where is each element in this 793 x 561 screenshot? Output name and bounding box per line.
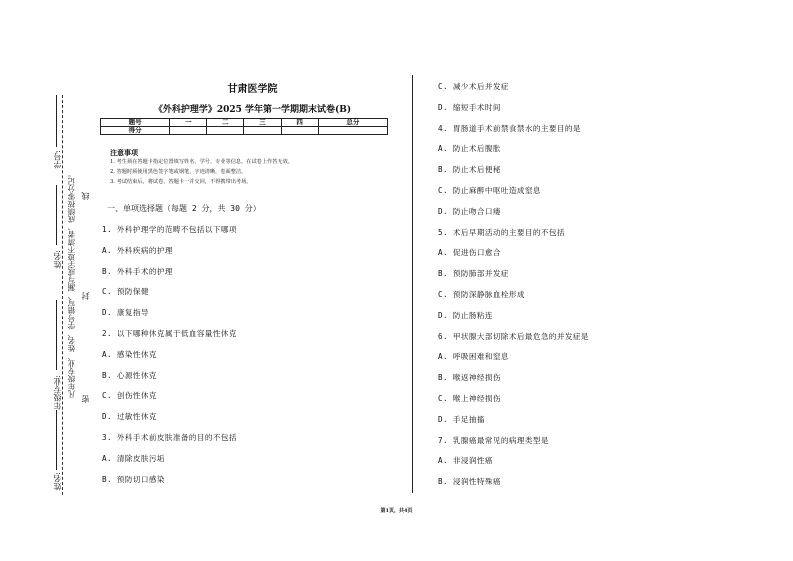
question-line: 6. 甲状腺大部切除术后最危急的并发症是 [438, 332, 589, 341]
question-line: D. 手足抽搐 [438, 415, 485, 424]
question-line: A. 感染性休克 [102, 350, 157, 359]
class-field-line [56, 410, 57, 470]
question-line: D. 过敏性休克 [102, 412, 157, 421]
question-line: B. 外科手术的护理 [102, 267, 173, 276]
question-line: C. 减少术后并发症 [438, 82, 509, 91]
question-line: C. 防止麻醉中呕吐造成窒息 [438, 186, 541, 195]
notice-item: 1. 考生须在答题卡指定位置填写姓名、学号、专业等信息，在试卷上作答无效。 [110, 159, 293, 165]
question-line: D. 防止吻合口瘘 [438, 207, 501, 216]
school-name: 甘肃医学院 [227, 84, 278, 95]
question-line: A. 外科疾病的护理 [102, 246, 173, 255]
column-divider [412, 75, 413, 493]
major-field-line [56, 300, 57, 370]
student-id-field-line [56, 95, 57, 147]
seal-char-feng: 封 [81, 292, 90, 300]
question-line: B. 防止术后便秘 [438, 165, 501, 174]
question-line: D. 康复指导 [102, 308, 149, 317]
section-heading: 一、单项选择题（每题 2 分，共 30 分） [107, 204, 261, 213]
question-line: B. 预防肺部并发症 [438, 269, 509, 278]
score-cell [207, 127, 244, 135]
score-cell: 三 [244, 119, 281, 127]
question-line: C. 预防深静脉血栓形成 [438, 290, 525, 299]
question-line: B. 浸润性特殊癌 [438, 477, 501, 486]
question-line: A. 非浸润性癌 [438, 456, 493, 465]
score-table-score-row [101, 127, 388, 135]
score-cell [281, 127, 318, 135]
class-label: 姓名: [53, 472, 62, 491]
question-line: 2. 以下哪种休克属于低血容量性休克 [102, 329, 237, 338]
question-line: D. 防止肠粘连 [438, 311, 493, 320]
question-line: B. 心源性休克 [102, 371, 157, 380]
question-line: C. 预防保健 [102, 287, 149, 296]
student-id-label: 学号: [53, 150, 62, 169]
seal-char-xian: 线 [81, 192, 90, 200]
notice-item: 3. 考试结束后，将试卷、答题卡一并交回，不得携带出考场。 [110, 179, 252, 185]
notice-item: 2. 答题时须使用黑色签字笔或钢笔，字迹清晰，卷面整洁。 [110, 169, 247, 175]
question-line: D. 缩短手术时间 [438, 103, 501, 112]
question-line: 5. 术后早期活动的主要目的不包括 [438, 228, 565, 237]
score-cell: 总分 [318, 119, 387, 127]
name-label: 姓名: [53, 250, 62, 269]
name-field-line [56, 185, 57, 245]
question-line: C. 创伤性休克 [102, 391, 157, 400]
score-cell [318, 127, 387, 135]
score-cell: 一 [170, 119, 207, 127]
question-line: B. 预防切口感染 [102, 475, 165, 484]
question-line: 4. 胃肠道手术前禁食禁水的主要目的是 [438, 124, 581, 133]
question-line: A. 防止术后腹胀 [438, 144, 501, 153]
exam-title: 《外科护理学》2025 学年第一学期期末试卷(B) [153, 105, 352, 115]
score-cell [170, 127, 207, 135]
score-cell: 得分 [101, 127, 170, 135]
binding-warning-text: 凡年级专业、姓名、学号错写、漏写或字迹不清者，成绩按零分记。 [67, 170, 76, 398]
score-table-header-row [101, 119, 388, 127]
score-cell: 题号 [101, 119, 170, 127]
score-cell: 四 [281, 119, 318, 127]
major-label: 年级专业: [53, 375, 62, 410]
score-cell: 二 [207, 119, 244, 127]
page-number-footer: 第1页，共4页 [380, 508, 413, 514]
question-line: 1. 外科护理学的范畴不包括以下哪项 [102, 225, 237, 234]
question-line: A. 清除皮肤污垢 [102, 454, 165, 463]
question-line: A. 促进伤口愈合 [438, 248, 501, 257]
score-cell [244, 127, 281, 135]
score-table [100, 118, 388, 135]
seal-char-mi: 密 [81, 395, 90, 403]
question-line: C. 喉上神经损伤 [438, 394, 501, 403]
question-line: 3. 外科手术前皮肤准备的目的不包括 [102, 433, 237, 442]
question-line: 7. 乳腺癌最常见的病理类型是 [438, 436, 549, 445]
notice-title: 注意事项 [110, 148, 138, 157]
question-line: B. 喉返神经损伤 [438, 373, 501, 382]
question-line: A. 呼吸困难和窒息 [438, 352, 509, 361]
